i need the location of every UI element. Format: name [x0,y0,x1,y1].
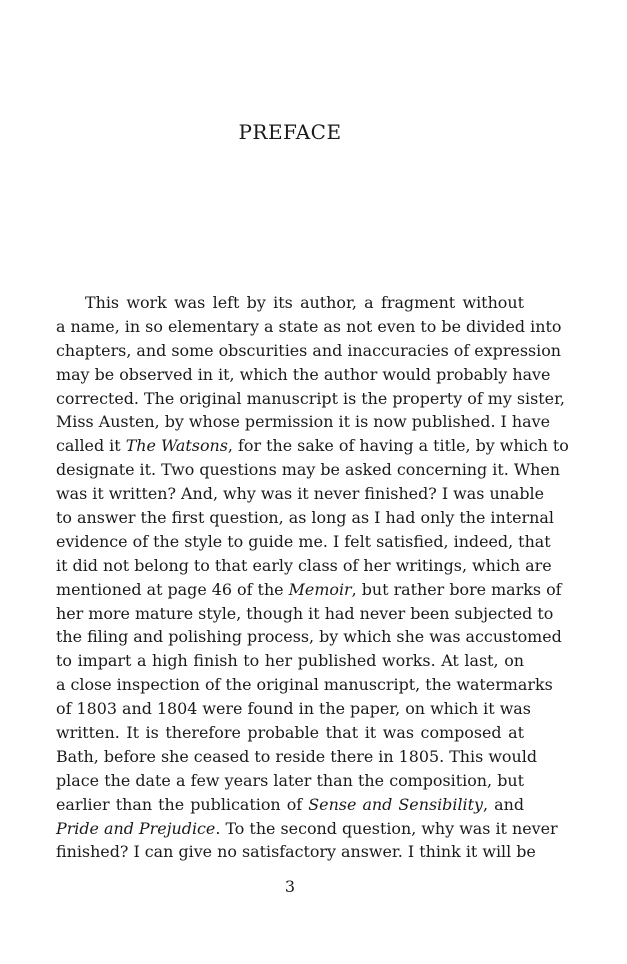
text-line: the filing and polishing process, by which she was accustomed [56,627,562,647]
italic-title: Memoir [288,579,352,599]
page-title: PREFACE [238,120,342,144]
text-line: of 1803 and 1804 were found in the paper, on which it was [56,699,531,719]
text-line: it did not belong to that early class of her writings, which are [56,555,552,575]
text-line: place the date a few years later than the composition, but [56,770,524,790]
text-line: earlier than the publication of Sense and Sensibility, and [56,794,524,814]
text-line: to answer the first question, as long as I had only the internal [56,508,554,528]
body-text [56,291,569,864]
text-line: her more mature style, though it had never been subjected to [56,603,554,623]
page-number: 3 [284,877,296,896]
italic-title: Sense and Sensibility [308,794,483,814]
text-line: a close inspection of the original manuscript, the watermarks [56,675,553,695]
text-line: Miss Austen, by whose permission it is now published. I have [56,412,550,432]
text-line: designate it. Two questions may be asked concerning it. When [56,460,561,480]
text-line: mentioned at page 46 of the Memoir, but rather bore marks of [56,579,562,599]
text-line: a name, in so elementary a state as not even to be divided into [56,316,562,336]
text-line: This work was left by its author, a fragment without [85,293,524,312]
text-line: Pride and Prejudice. To the second question, why was it never [56,818,558,838]
text-line: evidence of the style to guide me. I felt satisfied, indeed, that [56,531,551,551]
text-line: finished? I can give no satisfactory answer. I think it will be [56,842,536,862]
text-line: corrected. The original manuscript is the property of my sister, [56,388,565,408]
text-line: to impart a high finish to her published works. At last, on [56,651,524,671]
text-line: Bath, before she ceased to reside there in 1805. This would [56,746,537,766]
italic-title: Pride and Prejudice [56,818,216,838]
italic-title: The Watsons [125,436,228,456]
text-line: called it The Watsons, for the sake of having a title, by which to [56,436,569,456]
text-line: chapters, and some obscurities and inaccuracies of expression [56,340,562,360]
text-line: written. It is therefore probable that it was composed at [56,723,524,743]
text-line: was it written? And, why was it never finished? I was unable [56,484,545,504]
text-line: may be observed in it, which the author would probably have [56,364,551,384]
